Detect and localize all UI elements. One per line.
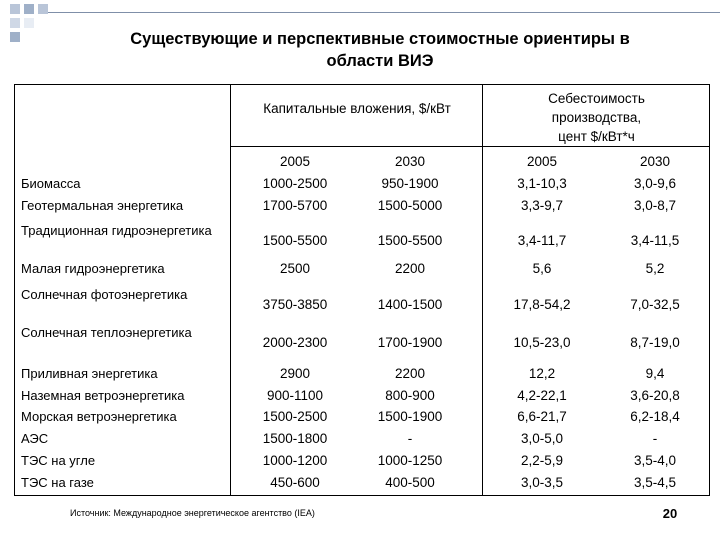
cell-c2030: 2200 [394,261,426,276]
cell-s2030: 6,2-18,4 [630,409,680,424]
deco-square [24,18,34,28]
year-header: 2005 [279,154,311,169]
cell-s2005: 12,2 [528,366,556,381]
deco-square [10,18,20,28]
row-label: Солнечная теплоэнергетика [21,325,192,340]
cell-s2030: 3,5-4,0 [633,453,677,468]
cell-s2030: 3,0-9,6 [633,176,677,191]
cell-s2030: 3,5-4,5 [633,475,677,490]
row-label: Традиционная гидроэнергетика [21,223,212,238]
cost-table [14,84,710,496]
cell-s2030: 7,0-32,5 [630,297,680,312]
deco-square [24,4,34,14]
cell-s2005: 2,2-5,9 [520,453,564,468]
row-label: Геотермальная энергетика [21,198,184,213]
cell-c2030: 400-500 [385,475,435,490]
cell-s2030: 3,6-20,8 [630,388,680,403]
cell-s2030: 3,0-8,7 [633,198,677,213]
cell-c2030: 1500-1900 [377,409,443,424]
cell-c2005: 1000-1200 [262,453,328,468]
deco-square [10,32,20,42]
header-capital [247,99,467,118]
deco-square [38,4,48,14]
row-label: ТЭС на газе [21,475,94,490]
cell-c2005: 900-1100 [266,388,324,403]
cell-c2005: 2500 [279,261,311,276]
cell-c2030: 1500-5000 [377,198,443,213]
cell-s2005: 5,6 [532,261,552,276]
header-capital-label: Капитальные вложения, $/кВт [263,101,451,116]
header-cost-line-3: цент $/кВт*ч [558,129,635,144]
cell-s2005: 3,1-10,3 [517,176,567,191]
cell-c2005: 1500-2500 [262,409,328,424]
cell-c2030: 950-1900 [381,176,439,191]
cell-c2005: 3750-3850 [262,297,328,312]
cell-c2030: 1700-1900 [377,335,443,350]
cell-s2005: 3,0-5,0 [520,431,564,446]
cell-s2030: 8,7-19,0 [630,335,680,350]
row-label: Биомасса [21,176,81,191]
cell-s2005: 3,3-9,7 [520,198,564,213]
year-header: 2030 [639,154,671,169]
row-label: Приливная энергетика [21,366,158,381]
header-cost-line-1: Себестоимость [548,91,645,106]
cell-s2005: 6,6-21,7 [517,409,567,424]
cell-s2030: 3,4-11,5 [630,233,680,248]
cell-s2005: 10,5-23,0 [513,335,571,350]
cell-c2005: 450-600 [270,475,320,490]
cell-c2005: 2000-2300 [262,335,328,350]
cell-c2005: 1700-5700 [262,198,328,213]
title-line-2: области ВИЭ [326,52,434,70]
table-hline [230,146,709,147]
header-cost-line-2: производства, [551,110,642,125]
row-label: Солнечная фотоэнергетика [21,287,188,302]
cell-c2030: 1000-1250 [377,453,443,468]
cell-c2030: 800-900 [385,388,435,403]
deco-square [10,4,20,14]
cell-s2030: 9,4 [645,366,665,381]
cell-s2005: 4,2-22,1 [517,388,567,403]
year-header: 2030 [394,154,426,169]
cell-c2005: 2900 [279,366,311,381]
cell-c2030: 1400-1500 [377,297,443,312]
source-note: Источник: Международное энергетическое агентство (IEA) [70,508,315,518]
header-cost [482,89,711,146]
page-title [40,28,720,72]
row-label: Малая гидроэнергетика [21,261,165,276]
row-label: ТЭС на угле [21,453,96,468]
cell-c2005: 1500-1800 [262,431,328,446]
row-label: АЭС [21,431,49,446]
row-label: Наземная ветроэнергетика [21,388,185,403]
row-label: Морская ветроэнергетика [21,409,177,424]
cell-c2030: 2200 [394,366,426,381]
cell-s2005: 3,4-11,7 [517,233,567,248]
title-line-1: Существующие и перспективные стоимостные ориентиры в [130,30,630,48]
cell-s2005: 3,0-3,5 [520,475,564,490]
cell-s2030: 5,2 [645,261,665,276]
year-header: 2005 [526,154,558,169]
page-number: 20 [662,506,678,521]
deco-line [48,12,720,13]
cell-c2030: 1500-5500 [377,233,443,248]
cell-s2005: 17,8-54,2 [513,297,571,312]
cell-s2030: - [652,431,658,446]
cell-c2005: 1500-5500 [262,233,328,248]
cell-c2005: 1000-2500 [262,176,328,191]
cell-c2030: - [407,431,413,446]
